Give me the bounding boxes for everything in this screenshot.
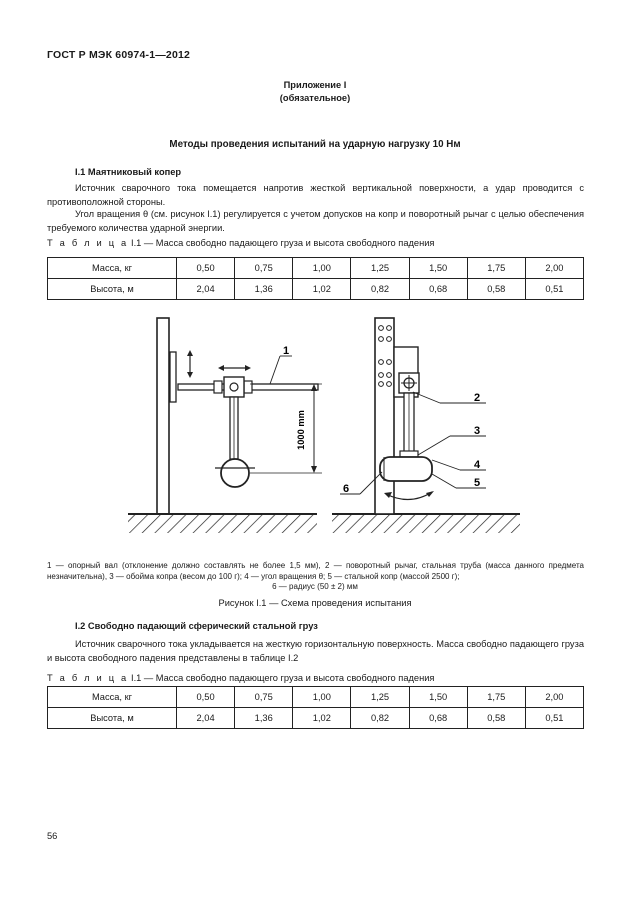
callout-leader xyxy=(432,460,460,470)
arrow-head xyxy=(311,466,317,473)
table1 xyxy=(47,257,584,300)
table-cell: 2,04 xyxy=(177,708,235,729)
callout-leader xyxy=(270,356,280,384)
shaft-ring xyxy=(244,381,252,393)
table-cell: 1,36 xyxy=(235,708,293,729)
table2-caption-label: Т а б л и ц а xyxy=(47,673,129,683)
callout-6: 6 xyxy=(343,483,350,495)
table-cell: 0,50 xyxy=(177,258,235,279)
callout-1: 1 xyxy=(283,345,290,357)
arrow-head xyxy=(426,491,434,497)
welding-source xyxy=(170,352,176,402)
steel-hammer xyxy=(380,457,432,481)
table1-row-height xyxy=(48,279,584,300)
table-cell: 0,68 xyxy=(409,279,467,300)
table1-caption-label: Т а б л и ц а xyxy=(47,238,129,248)
shaft-ring xyxy=(214,381,222,393)
section1-para1 xyxy=(47,182,584,209)
table-cell: 0,75 xyxy=(235,687,293,708)
callout-3: 3 xyxy=(474,425,481,437)
table2 xyxy=(47,686,584,729)
table-cell: 1,25 xyxy=(351,258,409,279)
arrow-head xyxy=(187,372,193,378)
callout-5: 5 xyxy=(474,477,481,489)
standard-header: ГОСТ Р МЭК 60974-1—2012 xyxy=(47,49,191,61)
table-cell: 1,50 xyxy=(409,258,467,279)
ground-hatch xyxy=(332,515,520,533)
section1-para1-text: Источник сварочного тока помещается напротив жесткой вертикальной поверхности, а удар проводится с противоположной стороны. xyxy=(47,183,584,207)
table-cell: 0,58 xyxy=(467,279,525,300)
table-cell: Высота, м xyxy=(48,708,177,729)
section1-heading: I.1 Маятниковый копер xyxy=(75,167,182,177)
table-cell: 0,82 xyxy=(351,708,409,729)
figure-legend-last: 6 — радиус (50 ± 2) мм xyxy=(272,582,358,591)
table-cell: 1,02 xyxy=(293,279,351,300)
arrow-head xyxy=(218,365,224,371)
table-cell: 1,25 xyxy=(351,687,409,708)
table-cell: 1,75 xyxy=(467,258,525,279)
section2-para1-text: Источник сварочного тока укладывается на жесткую горизонтальную поверхность. Масса свободно падающего груза и высота свободного падения представлены в таблице I.2 xyxy=(47,639,584,663)
arrow-head xyxy=(245,365,251,371)
section1-para2-text: Угол вращения θ (см. рисунок I.1) регулируется с учетом допусков на копр и поворотный рычаг с целью обеспечения требуемого количества ударной энергии. xyxy=(47,209,584,233)
table2-caption-text: I.1 — Масса свободно падающего груза и высота свободного падения xyxy=(130,673,435,683)
table2-caption xyxy=(47,673,434,683)
table-cell: 0,50 xyxy=(177,687,235,708)
table-cell: 1,36 xyxy=(235,279,293,300)
rigid-wall xyxy=(157,318,169,514)
callout-leader xyxy=(432,474,456,488)
main-title: Методы проведения испытаний на ударную нагрузку 10 Нм xyxy=(169,139,461,150)
callout-leader xyxy=(418,436,450,455)
table-cell: 1,75 xyxy=(467,687,525,708)
table1-caption xyxy=(47,238,434,248)
table-cell: 1,50 xyxy=(409,687,467,708)
table-cell: 2,00 xyxy=(525,687,583,708)
section2-para1 xyxy=(47,638,584,665)
hammer-ball xyxy=(221,459,249,487)
section2-heading: I.2 Свободно падающий сферический стальной груз xyxy=(75,621,318,631)
figure-caption: Рисунок I.1 — Схема проведения испытания xyxy=(218,598,412,608)
figure-legend: 1 — опорный вал (отклонение должно составлять не более 1,5 мм), 2 — поворотный рычаг, стальная труба (масса данного предмета незначительна), 3 — обойма копра (весом до 100 г); 4 — угол вращения θ; 5 — стальной копр (массой 2500 г); xyxy=(47,561,584,582)
table-cell: 0,51 xyxy=(525,279,583,300)
figure-diagram xyxy=(0,300,630,555)
appendix-subtitle: (обязательное) xyxy=(279,93,351,103)
table-cell: 1,00 xyxy=(293,258,351,279)
table-cell: 2,04 xyxy=(177,279,235,300)
table1-row-mass xyxy=(48,258,584,279)
section1-para2 xyxy=(47,208,584,235)
table-cell: 2,00 xyxy=(525,258,583,279)
table-cell: 0,51 xyxy=(525,708,583,729)
table-cell: Масса, кг xyxy=(48,687,177,708)
appendix-title: Приложение I xyxy=(283,80,347,90)
table-cell: 0,58 xyxy=(467,708,525,729)
callout-4: 4 xyxy=(474,459,481,471)
right-setup xyxy=(332,318,520,533)
table-cell: Высота, м xyxy=(48,279,177,300)
callout-2: 2 xyxy=(474,392,481,404)
left-setup xyxy=(128,318,322,533)
table-cell: Масса, кг xyxy=(48,258,177,279)
table-cell: 0,82 xyxy=(351,279,409,300)
table-cell: 1,00 xyxy=(293,687,351,708)
pivot-axis xyxy=(230,383,238,391)
table2-row-mass xyxy=(48,687,584,708)
table-cell: 0,68 xyxy=(409,708,467,729)
table-cell: 0,75 xyxy=(235,258,293,279)
rigid-wall xyxy=(375,318,394,514)
table1-caption-text: I.1 — Масса свободно падающего груза и высота свободного падения xyxy=(130,238,435,248)
table-cell: 1,02 xyxy=(293,708,351,729)
table2-row-height xyxy=(48,708,584,729)
arrow-head xyxy=(187,350,193,356)
ground-hatch xyxy=(128,515,317,533)
dimension-label: 1000 mm xyxy=(296,410,306,450)
page-number: 56 xyxy=(47,831,58,841)
